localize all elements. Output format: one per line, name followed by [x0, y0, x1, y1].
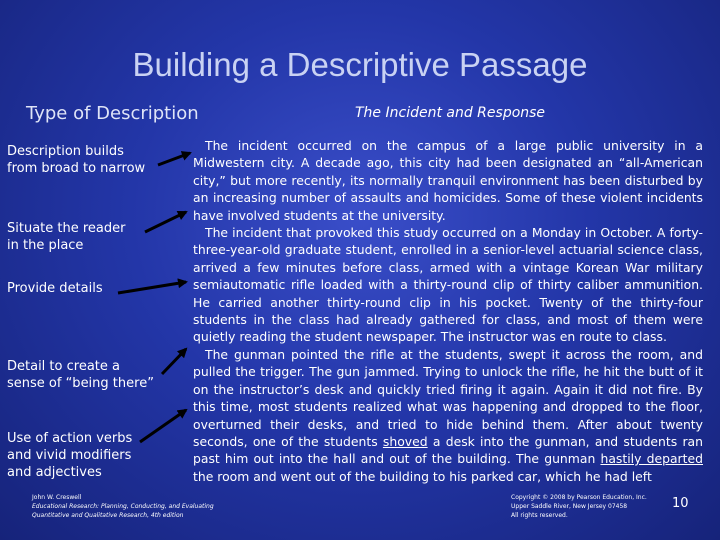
passage-text: the room and went out of the building to his parked car, which he had left [193, 468, 652, 484]
label-line: sense of “being there” [7, 376, 154, 391]
label-line: and vivid modifiers [7, 448, 132, 463]
arrow-icon [162, 349, 186, 374]
label-line: Use of action verbs [7, 431, 133, 446]
arrow-icon [158, 153, 190, 165]
slide-title: Building a Descriptive Passage [132, 46, 588, 83]
passage-text: The gunman pointed the rifle at the students, swept it across the room, and pulled the trigger. The gun jammed. Trying to unlock the rifle, he hit the butt of it on the instructor’s desk and quickly tried firing it again. Again it did not fire. By this time, most students realized what was happening and dropped to the floor, overturned their desks, and tried to hide behind them. After about twenty seconds, one of the students [193, 346, 703, 449]
label-line: from broad to narrow [7, 161, 146, 176]
footer-citation [32, 493, 214, 520]
label-line: in the place [7, 238, 84, 253]
label-broad-to-narrow [7, 143, 145, 177]
passage-paragraph [193, 346, 703, 485]
left-column-heading: Type of Description [26, 103, 199, 124]
arrow-icon [118, 282, 186, 293]
footer-copyright-line: Copyright © 2008 by Pearson Education, Inc. [511, 494, 647, 501]
underlined-verb: shoved [382, 433, 428, 449]
label-line: Description builds [7, 144, 124, 159]
label-line: and adjectives [7, 465, 102, 480]
label-line: Provide details [7, 281, 103, 296]
footer-copyright [511, 493, 647, 520]
incident-passage [193, 137, 703, 485]
label-action-verbs [7, 430, 132, 481]
footer-edition: Quantitative and Qualitative Research, 4th edition [32, 512, 184, 519]
label-provide-details [7, 280, 103, 297]
arrow-icon [145, 212, 186, 232]
passage-text: a desk into the gunman, and students ran past him out into the hall and out of the building. The gunman [193, 433, 703, 467]
label-situate-reader [7, 220, 125, 254]
label-being-there [7, 358, 154, 392]
passage-paragraph: The incident occurred on the campus of a large public university in a Midwestern city. A decade ago, this city had been designated an “all-American city,” but more recently, its normally tranquil environment has been disturbed by an increasing number of assaults and homicides. Some of these violent incidents have involved students at the university. [193, 138, 703, 223]
passage-paragraph: The incident that provoked this study occurred on a Monday in October. A forty-three-year-old graduate student, enrolled in a senior-level actuarial science class, arrived a few minutes before class, armed with a vintage Korean War military semiautomatic rifle loaded with a thirty-round clip of thirty caliber ammunition. He carried another thirty-round clip in his pocket. Twenty of the thirty-four students in the class had already gathered for class, and most of them were quietly reading the student newspaper. The instructor was en route to class. [193, 225, 703, 345]
right-column-heading: The Incident and Response [355, 105, 546, 121]
footer-copyright-line: All rights reserved. [511, 512, 568, 519]
underlined-phrase: hastily departed [600, 451, 703, 467]
page-number: 10 [672, 496, 689, 511]
footer-author: John W. Creswell [32, 494, 82, 501]
label-line: Detail to create a [7, 359, 120, 374]
arrow-icon [140, 410, 186, 442]
footer-copyright-line: Upper Saddle River, New Jersey 07458 [511, 503, 628, 510]
footer-book-title: Educational Research: Planning, Conducting, and Evaluating [32, 503, 214, 510]
label-line: Situate the reader [7, 221, 126, 236]
